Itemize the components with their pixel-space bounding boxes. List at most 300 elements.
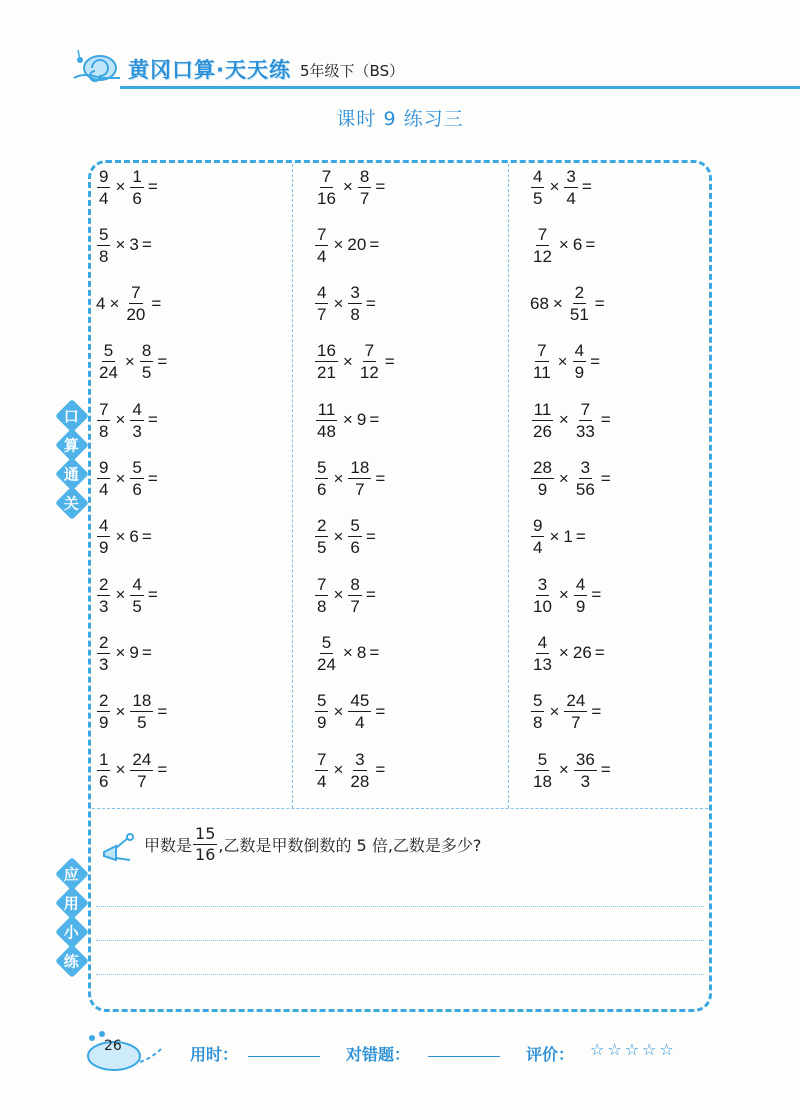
equals-sign: = bbox=[365, 293, 376, 313]
equals-sign: = bbox=[375, 468, 386, 488]
numerator: 4 bbox=[537, 632, 548, 652]
whole-number: 4 bbox=[96, 293, 106, 313]
problem-item bbox=[96, 575, 158, 615]
equals-sign: = bbox=[590, 351, 600, 371]
numerator: 16 bbox=[317, 341, 336, 361]
problem-item bbox=[96, 517, 152, 557]
denominator: 13 bbox=[533, 654, 552, 674]
denominator: 7 bbox=[350, 596, 360, 616]
denominator: 20 bbox=[126, 305, 146, 325]
question-suffix: ,乙数是甲数倒数的 5 倍,乙数是多少? bbox=[218, 836, 482, 855]
problem-item bbox=[314, 400, 379, 440]
problem-item bbox=[96, 633, 152, 673]
fraction bbox=[348, 517, 361, 556]
problem-item bbox=[96, 342, 167, 382]
answer-line[interactable] bbox=[96, 974, 704, 975]
answer-line[interactable] bbox=[96, 906, 704, 907]
equals-sign: = bbox=[600, 410, 611, 430]
numerator: 11 bbox=[533, 399, 552, 419]
fraction bbox=[348, 751, 371, 790]
denominator: 51 bbox=[569, 305, 589, 325]
problem-item bbox=[530, 692, 601, 732]
numerator: 5 bbox=[537, 749, 548, 769]
fraction bbox=[348, 284, 361, 323]
practice-side-tab: 口 算 通 关 bbox=[60, 404, 86, 520]
numerator: 4 bbox=[99, 516, 109, 536]
denominator: 9 bbox=[317, 713, 327, 733]
times-sign: × bbox=[342, 643, 353, 663]
numerator: 9 bbox=[99, 458, 109, 477]
equals-sign: = bbox=[157, 351, 168, 371]
numerator: 4 bbox=[575, 574, 586, 594]
whole-number: 1 bbox=[563, 526, 573, 546]
denominator: 4 bbox=[533, 538, 543, 558]
page-number: 26 bbox=[104, 1038, 122, 1054]
numerator: 5 bbox=[132, 458, 142, 477]
whole-number: 68 bbox=[530, 293, 549, 313]
denominator: 11 bbox=[533, 363, 551, 383]
problem-item bbox=[530, 342, 600, 382]
numerator: 8 bbox=[350, 574, 360, 594]
times-sign: × bbox=[124, 351, 135, 371]
worksheet-frame bbox=[88, 160, 712, 1012]
times-sign: × bbox=[115, 468, 126, 488]
header-rule bbox=[120, 86, 800, 89]
numerator: 5 bbox=[350, 516, 360, 536]
problem-item bbox=[96, 225, 152, 265]
numerator: 7 bbox=[317, 574, 327, 594]
fraction bbox=[97, 751, 110, 790]
denominator: 48 bbox=[317, 421, 336, 441]
equals-sign: = bbox=[369, 643, 380, 663]
denominator: 4 bbox=[355, 713, 365, 733]
fraction bbox=[315, 634, 338, 673]
denominator: 6 bbox=[132, 188, 142, 208]
fraction bbox=[531, 401, 554, 440]
grade-label: 5年级下（BS） bbox=[300, 62, 405, 80]
denominator: 5 bbox=[137, 713, 147, 733]
problem-item bbox=[314, 633, 379, 673]
times-sign: × bbox=[342, 410, 353, 430]
numerator: 5 bbox=[317, 458, 327, 477]
brand-title: 黄冈口算·天天练 bbox=[128, 58, 291, 82]
fraction bbox=[531, 226, 554, 265]
fraction bbox=[315, 459, 328, 498]
times-sign: × bbox=[333, 526, 344, 546]
numerator: 7 bbox=[99, 399, 109, 419]
times-sign: × bbox=[549, 701, 560, 721]
equals-sign: = bbox=[151, 293, 162, 313]
times-sign: × bbox=[552, 293, 563, 313]
numerator: 2 bbox=[99, 632, 109, 652]
denominator: 4 bbox=[317, 246, 327, 266]
time-blank[interactable] bbox=[248, 1056, 320, 1057]
whole-number: 26 bbox=[572, 643, 592, 663]
fraction bbox=[348, 459, 371, 498]
numerator: 7 bbox=[321, 166, 332, 186]
fraction bbox=[564, 168, 577, 207]
denominator: 16 bbox=[317, 188, 336, 208]
lesson-title: 课时 9 练习三 bbox=[336, 108, 464, 130]
fraction bbox=[130, 401, 143, 440]
numerator: 24 bbox=[132, 749, 152, 769]
fraction bbox=[315, 284, 328, 323]
numerator: 2 bbox=[99, 574, 109, 594]
denominator: 24 bbox=[317, 654, 336, 674]
problem-item bbox=[530, 750, 611, 790]
problem-item bbox=[530, 284, 605, 324]
problem-item bbox=[530, 575, 601, 615]
fraction bbox=[97, 517, 110, 556]
numerator: 45 bbox=[350, 691, 370, 711]
fraction bbox=[574, 459, 597, 498]
fraction bbox=[573, 342, 586, 381]
equals-sign: = bbox=[157, 701, 168, 721]
fraction bbox=[531, 692, 544, 731]
times-sign: × bbox=[558, 760, 569, 779]
times-sign: × bbox=[549, 526, 560, 546]
question-fraction: $\frac{15}{16}$ bbox=[195, 824, 216, 864]
numerator: 8 bbox=[141, 341, 152, 361]
application-side-tab: 应 用 小 练 bbox=[60, 862, 86, 978]
denominator: 6 bbox=[317, 480, 327, 499]
times-sign: × bbox=[115, 526, 126, 546]
numerator: 7 bbox=[537, 341, 547, 361]
denominator: 28 bbox=[350, 771, 370, 791]
denominator: 24 bbox=[99, 363, 118, 383]
denominator: 3 bbox=[132, 421, 142, 441]
denominator: 4 bbox=[99, 480, 109, 499]
fraction bbox=[574, 401, 597, 440]
application-question bbox=[144, 826, 481, 863]
problem-item bbox=[314, 459, 385, 499]
problem-item bbox=[96, 400, 158, 440]
numerator: 5 bbox=[321, 632, 332, 652]
numerator: 9 bbox=[99, 166, 109, 186]
equals-sign: = bbox=[141, 235, 152, 255]
denominator: 4 bbox=[99, 188, 109, 208]
fraction bbox=[130, 692, 153, 731]
numerator: 3 bbox=[566, 166, 576, 186]
whole-number: 9 bbox=[356, 410, 367, 430]
numerator: 5 bbox=[103, 341, 114, 361]
equals-sign: = bbox=[147, 585, 158, 605]
column-divider bbox=[292, 164, 293, 808]
equals-sign: = bbox=[369, 410, 380, 430]
fraction bbox=[531, 517, 544, 556]
denominator: 7 bbox=[317, 305, 327, 325]
times-sign: × bbox=[333, 293, 344, 313]
fraction bbox=[531, 342, 553, 381]
fraction bbox=[531, 751, 554, 790]
fraction bbox=[124, 284, 147, 323]
problem-item bbox=[530, 167, 592, 207]
times-sign: × bbox=[115, 585, 126, 605]
fraction bbox=[130, 576, 143, 615]
fraction bbox=[97, 692, 110, 731]
times-sign: × bbox=[333, 701, 344, 721]
trumpet-icon bbox=[100, 832, 136, 864]
numerator: 7 bbox=[537, 224, 548, 244]
times-sign: × bbox=[115, 701, 126, 721]
equals-sign: = bbox=[147, 177, 158, 196]
fraction bbox=[315, 751, 328, 790]
times-sign: × bbox=[333, 235, 344, 255]
times-sign: × bbox=[115, 760, 126, 779]
fraction bbox=[97, 634, 110, 673]
times-sign: × bbox=[558, 410, 569, 430]
problem-item bbox=[530, 633, 605, 673]
times-sign: × bbox=[333, 468, 344, 488]
denominator: 9 bbox=[99, 538, 109, 558]
problem-item bbox=[314, 750, 385, 790]
problem-item bbox=[96, 692, 167, 732]
denominator: 9 bbox=[99, 713, 109, 733]
fraction bbox=[358, 342, 381, 381]
fraction bbox=[140, 342, 153, 381]
numerator: 28 bbox=[533, 458, 552, 477]
denominator: 6 bbox=[99, 771, 109, 791]
fraction bbox=[531, 168, 544, 207]
correct-label: 对错题： bbox=[346, 1045, 411, 1064]
numerator: 7 bbox=[317, 224, 327, 244]
equals-sign: = bbox=[591, 701, 602, 721]
problem-item bbox=[314, 575, 376, 615]
answer-line[interactable] bbox=[96, 940, 704, 941]
equals-sign: = bbox=[575, 526, 586, 546]
numerator: 2 bbox=[317, 516, 327, 536]
times-sign: × bbox=[558, 468, 569, 488]
equals-sign: = bbox=[141, 643, 152, 663]
equals-sign: = bbox=[147, 468, 158, 488]
numerator: 7 bbox=[317, 749, 327, 769]
problem-item bbox=[314, 225, 379, 265]
times-sign: × bbox=[342, 177, 353, 196]
denominator: 26 bbox=[533, 421, 552, 441]
problem-item bbox=[314, 692, 385, 732]
denominator: 6 bbox=[132, 480, 142, 499]
page-header bbox=[0, 20, 800, 80]
times-sign: × bbox=[109, 293, 120, 313]
problem-item bbox=[314, 342, 395, 382]
numerator: 5 bbox=[317, 691, 327, 711]
fraction bbox=[97, 401, 110, 440]
numerator: 2 bbox=[574, 283, 585, 303]
times-sign: × bbox=[549, 177, 560, 196]
whole-number: 6 bbox=[129, 526, 139, 546]
fraction bbox=[130, 168, 143, 207]
time-label: 用时： bbox=[190, 1045, 239, 1064]
numerator: 4 bbox=[317, 283, 327, 303]
section-divider bbox=[92, 808, 708, 809]
numerator: 36 bbox=[575, 749, 595, 769]
denominator: 5 bbox=[141, 363, 152, 383]
snail-logo-icon bbox=[70, 42, 126, 82]
equals-sign: = bbox=[365, 526, 376, 546]
whole-number: 9 bbox=[129, 643, 139, 663]
problem-item bbox=[530, 400, 611, 440]
denominator: 12 bbox=[359, 363, 379, 383]
numerator: 3 bbox=[537, 574, 548, 594]
problem-item bbox=[314, 284, 376, 324]
equals-sign: = bbox=[591, 585, 602, 605]
whole-number: 8 bbox=[356, 643, 367, 663]
denominator: 4 bbox=[566, 188, 576, 208]
equals-sign: = bbox=[581, 177, 592, 196]
times-sign: × bbox=[558, 235, 569, 255]
problem-item bbox=[96, 284, 161, 324]
numerator: 7 bbox=[580, 399, 591, 419]
denominator: 9 bbox=[537, 480, 548, 499]
fraction bbox=[97, 226, 110, 265]
denominator: 21 bbox=[317, 363, 336, 383]
times-sign: × bbox=[115, 235, 126, 255]
correct-blank[interactable] bbox=[428, 1056, 500, 1057]
numerator: 18 bbox=[350, 458, 370, 477]
denominator: 8 bbox=[350, 305, 360, 325]
rating-stars[interactable]: ☆☆☆☆☆ bbox=[590, 1040, 677, 1059]
problem-item bbox=[530, 517, 586, 557]
equals-sign: = bbox=[585, 235, 596, 255]
denominator: 7 bbox=[355, 480, 365, 499]
question-prefix: 甲数是 bbox=[144, 836, 193, 855]
equals-sign: = bbox=[594, 643, 605, 663]
fraction bbox=[574, 751, 597, 790]
times-sign: × bbox=[115, 643, 126, 663]
fraction bbox=[531, 576, 554, 615]
fraction bbox=[574, 576, 587, 615]
times-sign: × bbox=[115, 410, 126, 430]
denominator: 18 bbox=[533, 771, 552, 791]
numerator: 5 bbox=[99, 224, 109, 244]
problem-item bbox=[96, 167, 158, 207]
fraction bbox=[97, 576, 110, 615]
times-sign: × bbox=[333, 585, 344, 605]
numerator: 9 bbox=[533, 516, 543, 536]
fraction bbox=[315, 342, 338, 381]
numerator: 1 bbox=[132, 166, 142, 186]
numerator: 4 bbox=[574, 341, 585, 361]
equals-sign: = bbox=[147, 410, 158, 430]
denominator: 3 bbox=[99, 654, 109, 674]
fraction bbox=[315, 226, 328, 265]
denominator: 3 bbox=[99, 596, 109, 616]
whole-number: 6 bbox=[572, 235, 583, 255]
denominator: 5 bbox=[317, 538, 327, 558]
equals-sign: = bbox=[369, 235, 380, 255]
numerator: 3 bbox=[350, 283, 360, 303]
column-divider bbox=[508, 164, 509, 808]
denominator: 4 bbox=[317, 771, 327, 791]
numerator: 4 bbox=[132, 574, 142, 594]
equals-sign: = bbox=[600, 468, 611, 488]
equals-sign: = bbox=[375, 701, 386, 721]
equals-sign: = bbox=[384, 351, 395, 371]
fraction bbox=[315, 168, 338, 207]
denominator: 8 bbox=[99, 246, 109, 266]
denominator: 8 bbox=[99, 421, 109, 441]
times-sign: × bbox=[342, 351, 353, 371]
fraction bbox=[315, 517, 328, 556]
numerator: 8 bbox=[359, 166, 370, 186]
fraction bbox=[358, 168, 371, 207]
numerator: 1 bbox=[99, 749, 109, 769]
problem-item bbox=[314, 517, 376, 557]
times-sign: × bbox=[558, 643, 569, 663]
equals-sign: = bbox=[375, 177, 386, 196]
denominator: 9 bbox=[575, 596, 586, 616]
fraction bbox=[97, 168, 110, 207]
fraction bbox=[315, 401, 338, 440]
fraction bbox=[97, 459, 110, 498]
fraction bbox=[130, 751, 153, 790]
denominator: 9 bbox=[574, 363, 585, 383]
denominator: 6 bbox=[350, 538, 360, 558]
denominator: 7 bbox=[359, 188, 370, 208]
fraction bbox=[531, 634, 554, 673]
problem-item bbox=[530, 225, 595, 265]
numerator: 5 bbox=[533, 691, 543, 711]
times-sign: × bbox=[558, 585, 569, 605]
problem-item bbox=[96, 750, 167, 790]
denominator: 7 bbox=[137, 771, 147, 791]
times-sign: × bbox=[115, 177, 126, 196]
denominator: 3 bbox=[580, 771, 591, 791]
fraction bbox=[564, 692, 587, 731]
denominator: 33 bbox=[575, 421, 595, 441]
equals-sign: = bbox=[375, 760, 386, 779]
whole-number: 3 bbox=[129, 235, 139, 255]
denominator: 56 bbox=[575, 480, 595, 499]
fraction bbox=[130, 459, 143, 498]
numerator: 24 bbox=[566, 691, 586, 711]
equals-sign: = bbox=[365, 585, 376, 605]
times-sign: × bbox=[557, 351, 568, 371]
problem-item bbox=[96, 459, 158, 499]
fraction bbox=[348, 576, 361, 615]
times-sign: × bbox=[333, 760, 344, 779]
fraction bbox=[97, 342, 120, 381]
denominator: 8 bbox=[533, 713, 543, 733]
fraction bbox=[531, 459, 554, 498]
fraction bbox=[315, 576, 328, 615]
numerator: 7 bbox=[131, 283, 141, 303]
numerator: 18 bbox=[132, 691, 152, 711]
equals-sign: = bbox=[600, 760, 611, 779]
numerator: 11 bbox=[317, 399, 336, 419]
numerator: 4 bbox=[533, 166, 543, 186]
equals-sign: = bbox=[157, 760, 168, 779]
fraction bbox=[348, 692, 371, 731]
page-footer bbox=[0, 1020, 800, 1100]
fraction bbox=[315, 692, 328, 731]
numerator: 3 bbox=[580, 458, 591, 477]
denominator: 5 bbox=[132, 596, 142, 616]
numerator: 2 bbox=[99, 691, 109, 711]
denominator: 10 bbox=[533, 596, 552, 616]
equals-sign: = bbox=[141, 526, 152, 546]
denominator: 5 bbox=[533, 188, 543, 208]
rating-label: 评价： bbox=[526, 1045, 575, 1064]
denominator: 7 bbox=[571, 713, 581, 733]
problem-item bbox=[530, 459, 611, 499]
problem-item bbox=[314, 167, 385, 207]
numerator: 3 bbox=[355, 749, 365, 769]
numerator: 4 bbox=[132, 399, 142, 419]
denominator: 8 bbox=[317, 596, 327, 616]
whole-number: 20 bbox=[347, 235, 367, 255]
equals-sign: = bbox=[594, 293, 605, 313]
